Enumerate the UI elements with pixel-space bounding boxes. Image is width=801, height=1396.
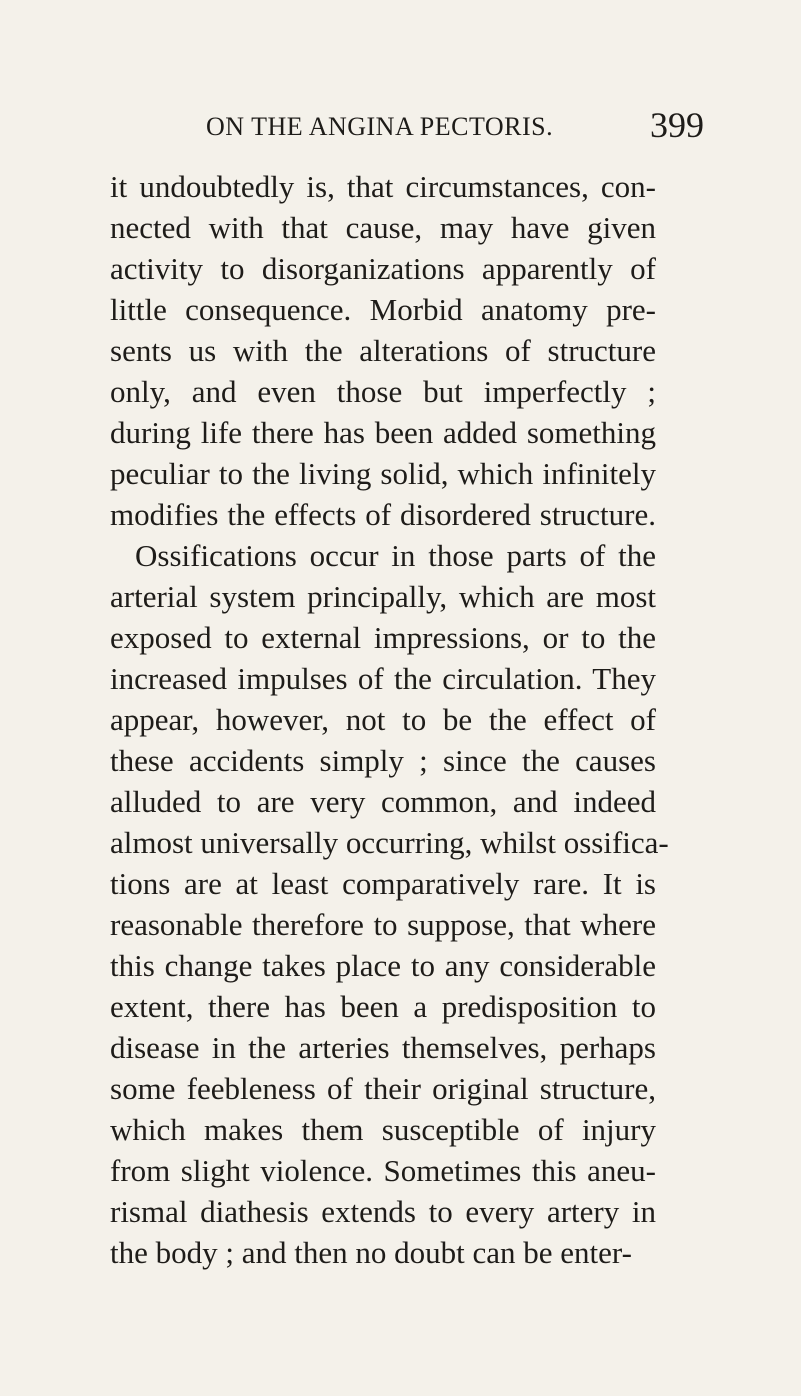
text-line: alluded to are very common, and indeed xyxy=(110,784,656,819)
text-line: appear, however, not to be the effect of xyxy=(110,702,656,737)
text-line: nected with that cause, may have given xyxy=(110,210,656,245)
text-line: which makes them susceptible of injury xyxy=(110,1112,656,1147)
text-line: rismal diathesis extends to every artery in xyxy=(110,1194,656,1229)
text-line: arterial system principally, which are most xyxy=(110,579,656,614)
text-line: extent, there has been a predisposition to xyxy=(110,989,656,1024)
text-line: tions are at least comparatively rare. It is xyxy=(110,866,656,901)
text-line: Ossifications occur in those parts of the xyxy=(135,538,656,573)
page-header: ON THE ANGINA PECTORIS. xyxy=(206,112,554,141)
text-line: reasonable therefore to suppose, that where xyxy=(110,907,656,942)
text-line: from slight violence. Sometimes this aneu- xyxy=(110,1153,656,1188)
text-line: only, and even those but imperfectly ; xyxy=(110,374,656,409)
text-line: during life there has been added something xyxy=(110,415,656,450)
text-line: little consequence. Morbid anatomy pre- xyxy=(110,292,656,327)
text-line: modifies the effects of disordered structure. xyxy=(110,497,656,532)
text-line: activity to disorganizations apparently of xyxy=(110,251,656,286)
text-line: peculiar to the living solid, which infinitely xyxy=(110,456,656,491)
text-line: almost universally occurring, whilst ossifica- xyxy=(110,825,669,860)
text-line: these accidents simply ; since the causes xyxy=(110,743,656,778)
text-line: disease in the arteries themselves, perhaps xyxy=(110,1030,656,1065)
text-line: the body ; and then no doubt can be enter- xyxy=(110,1235,632,1270)
page-number: 399 xyxy=(650,105,704,145)
text-line: increased impulses of the circulation. They xyxy=(110,661,656,696)
text-line: some feebleness of their original structure, xyxy=(110,1071,656,1106)
text-line: it undoubtedly is, that circumstances, con- xyxy=(110,169,656,204)
text-line: exposed to external impressions, or to the xyxy=(110,620,656,655)
body-text xyxy=(0,166,801,1278)
text-line: this change takes place to any considerable xyxy=(110,948,656,983)
text-line: sents us with the alterations of structure xyxy=(110,333,656,368)
